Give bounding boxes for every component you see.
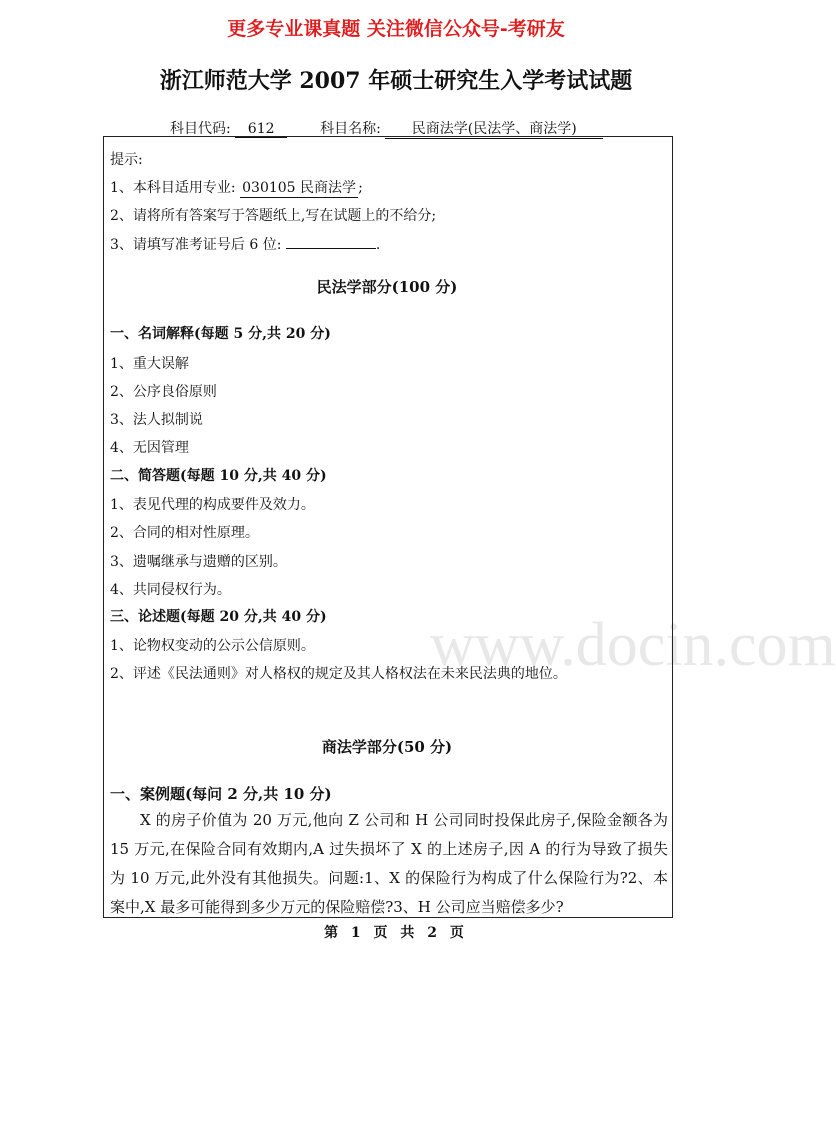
list-item: 1、重大误解	[110, 356, 189, 372]
major-code: 030105 民商法学	[240, 177, 358, 198]
list-item: 1、论物权变动的公示公信原则。	[110, 638, 315, 654]
note-3-end: .	[375, 237, 381, 253]
note-1-end: ;	[358, 180, 363, 196]
civil-s3-heading: 三、论述题(每题 20 分,共 40 分)	[110, 609, 327, 625]
note-1	[110, 177, 363, 198]
list-item: 4、无因管理	[110, 440, 189, 456]
list-item: 4、共同侵权行为。	[110, 582, 231, 598]
subject-name: 民商法学(民法学、商法学)	[385, 118, 603, 139]
list-item: 3、遗嘱继承与遗赠的区别。	[110, 554, 287, 570]
note-1-text: 1、本科目适用专业:	[110, 180, 236, 196]
code-label: 科目代码:	[170, 121, 231, 137]
list-item: 2、公序良俗原则	[110, 384, 217, 400]
civil-s2-heading: 二、简答题(每题 10 分,共 40 分)	[110, 468, 327, 484]
exam-id-blank	[286, 234, 376, 249]
commercial-s1-heading: 一、案例题(每问 2 分,共 10 分)	[110, 785, 332, 803]
notes-heading: 提示:	[110, 152, 143, 168]
list-item: 2、合同的相对性原理。	[110, 525, 259, 541]
promo-banner: 更多专业课真题 关注微信公众号-考研友	[227, 18, 565, 40]
page-number: 第 1 页 共 2 页	[324, 925, 468, 941]
note-3	[110, 234, 380, 254]
civil-s1-heading: 一、名词解释(每题 5 分,共 20 分)	[110, 326, 331, 342]
commercial-section-title: 商法学部分(50 分)	[321, 738, 453, 756]
list-item: 1、表见代理的构成要件及效力。	[110, 497, 315, 513]
page-title: 浙江师范大学 2007 年硕士研究生入学考试试题	[159, 68, 633, 94]
note-3-text: 3、请填写准考证号后 6 位:	[110, 237, 282, 253]
note-2: 2、请将所有答案写于答题纸上,写在试题上的不给分;	[110, 208, 437, 224]
watermark: www.docin.com	[430, 611, 836, 679]
name-label: 科目名称:	[320, 121, 381, 137]
subject-code: 612	[235, 121, 287, 138]
list-item: 3、法人拟制说	[110, 412, 203, 428]
case-paragraph: X 的房子价值为 20 万元,他向 Z 公司和 H 公司同时投保此房子,保险金额各为 15 万元,在保险合同有效期内,A 过失损坏了 X 的上述房子,因 A 的行为导致了损失为 10 万元,此外没有其他损失。问题:1、X 的保险行为构成了什么保险行为?2、本案中,X 最多可能得到多少万元的保险赔偿?3、H 公司应当赔偿多少?	[110, 811, 668, 916]
list-item: 2、评述《民法通则》对人格权的规定及其人格权法在未来民法典的地位。	[110, 666, 567, 682]
civil-section-title: 民法学部分(100 分)	[316, 278, 458, 296]
